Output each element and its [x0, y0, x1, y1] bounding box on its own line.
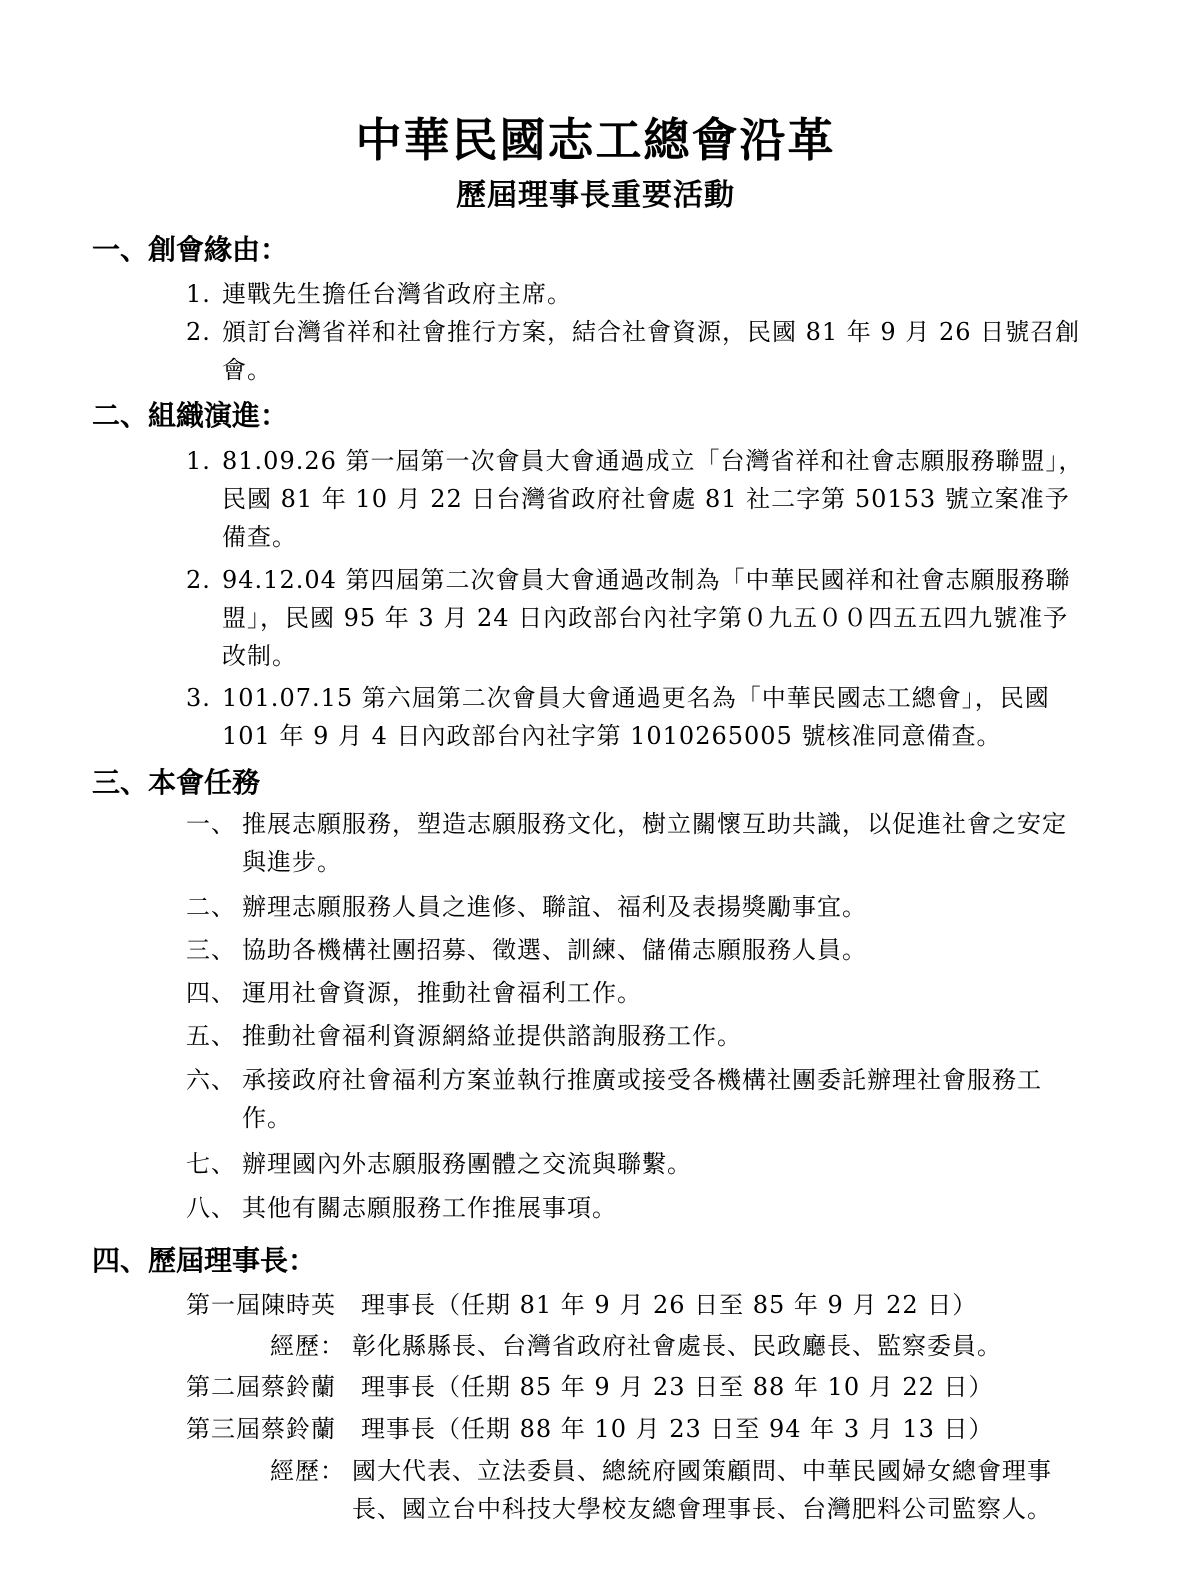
item-number: 四、 [186, 979, 236, 1007]
item-text: 推展志願服務，塑造志願服務文化，樹立關懷互助共識，以促進社會之安定與進步。 [242, 810, 1067, 876]
item-number: 六、 [186, 1066, 236, 1094]
chair-bio [270, 1452, 1070, 1528]
item-text: 94.12.04 第四屆第二次會員大會通過改制為「中華民國祥和社會志願服務聯盟」，民國 95 年 3 月 24 日內政部台內社字第０九五００四五五四九號准予改制。 [222, 566, 1071, 670]
bio-label: 經歷： [270, 1457, 345, 1485]
item-number: 二、 [186, 893, 236, 921]
item-text: 81.09.26 第一屆第一次會員大會通過成立「台灣省祥和社會志願服務聯盟」，民國 81 年 10 月 22 日台灣省政府社會處 81 社二字第 50153 號立案准予備查。 [222, 447, 1084, 551]
item-text: 承接政府社會福利方案並執行推廣或接受各機構社團委託辦理社會服務工作。 [242, 1066, 1042, 1132]
item-text: 辦理國內外志願服務團體之交流與聯繫。 [242, 1150, 692, 1178]
section-heading-evolution: 二、組織演進： [92, 399, 289, 432]
list-item [186, 805, 1076, 881]
item-text: 推動社會福利資源網絡並提供諮詢服務工作。 [242, 1022, 742, 1050]
item-number: 一、 [186, 810, 236, 838]
list-item [186, 1189, 1076, 1227]
list-item [186, 931, 1076, 969]
list-item [186, 561, 1090, 675]
list-item [186, 1017, 1076, 1055]
bio-text: 國大代表、立法委員、總統府國策顧問、中華民國婦女總會理事長、國立台中科技大學校友總會理事長、台灣肥料公司監察人。 [352, 1457, 1052, 1523]
list-item [186, 888, 1076, 926]
item-number: 五、 [186, 1022, 236, 1050]
chair-term: 第二屆蔡鈴蘭 理事長（任期 85 年 9 月 23 日至 88 年 10 月 22 日） [186, 1373, 994, 1401]
item-text: 辦理志願服務人員之進修、聯誼、福利及表揚獎勵事宜。 [242, 893, 867, 921]
chair-term: 第三屆蔡鈴蘭 理事長（任期 88 年 10 月 23 日至 94 年 3 月 13 日） [186, 1415, 994, 1443]
item-text: 協助各機構社團招募、徵選、訓練、儲備志願服務人員。 [242, 936, 867, 964]
item-text: 其他有關志願服務工作推展事項。 [242, 1194, 617, 1222]
item-number: 3. [186, 684, 211, 712]
item-number: 1. [186, 447, 211, 475]
item-text: 運用社會資源，推動社會福利工作。 [242, 979, 642, 1007]
list-item [186, 313, 1086, 389]
section-heading-chairpersons: 四、歷屆理事長： [92, 1244, 317, 1277]
item-number: 1. [186, 280, 211, 308]
section-heading-founding: 一、創會緣由： [92, 233, 289, 266]
bio-label: 經歷： [270, 1332, 345, 1360]
list-item [186, 974, 1076, 1012]
chair-term: 第一屆陳時英 理事長（任期 81 年 9 月 26 日至 85 年 9 月 22 日） [186, 1291, 978, 1319]
list-item [186, 1145, 1076, 1183]
item-number: 2. [186, 318, 211, 346]
bio-text: 彰化縣縣長、台灣省政府社會處長、民政廳長、監察委員。 [352, 1332, 1002, 1360]
list-item [186, 275, 1086, 313]
list-item [186, 679, 1090, 755]
chair-bio [270, 1327, 1070, 1365]
page-title: 中華民國志工總會沿革 [355, 113, 836, 167]
item-number: 三、 [186, 936, 236, 964]
item-text: 連戰先生擔任台灣省政府主席。 [222, 280, 572, 308]
item-number: 七、 [186, 1150, 236, 1178]
list-item [186, 442, 1090, 556]
list-item [186, 1061, 1076, 1137]
section-heading-missions: 三、本會任務 [92, 766, 261, 799]
page-subtitle: 歷屆理事長重要活動 [456, 178, 735, 213]
item-text: 頒訂台灣省祥和社會推行方案，結合社會資源，民國 81 年 9 月 26 日號召創會。 [222, 318, 1081, 384]
item-text: 101.07.15 第六屆第二次會員大會通過更名為「中華民國志工總會」，民國 101 年 9 月 4 日內政部台內社字第 1010265005 號核准同意備查。 [222, 684, 1050, 750]
item-number: 2. [186, 566, 211, 594]
item-number: 八、 [186, 1194, 236, 1222]
